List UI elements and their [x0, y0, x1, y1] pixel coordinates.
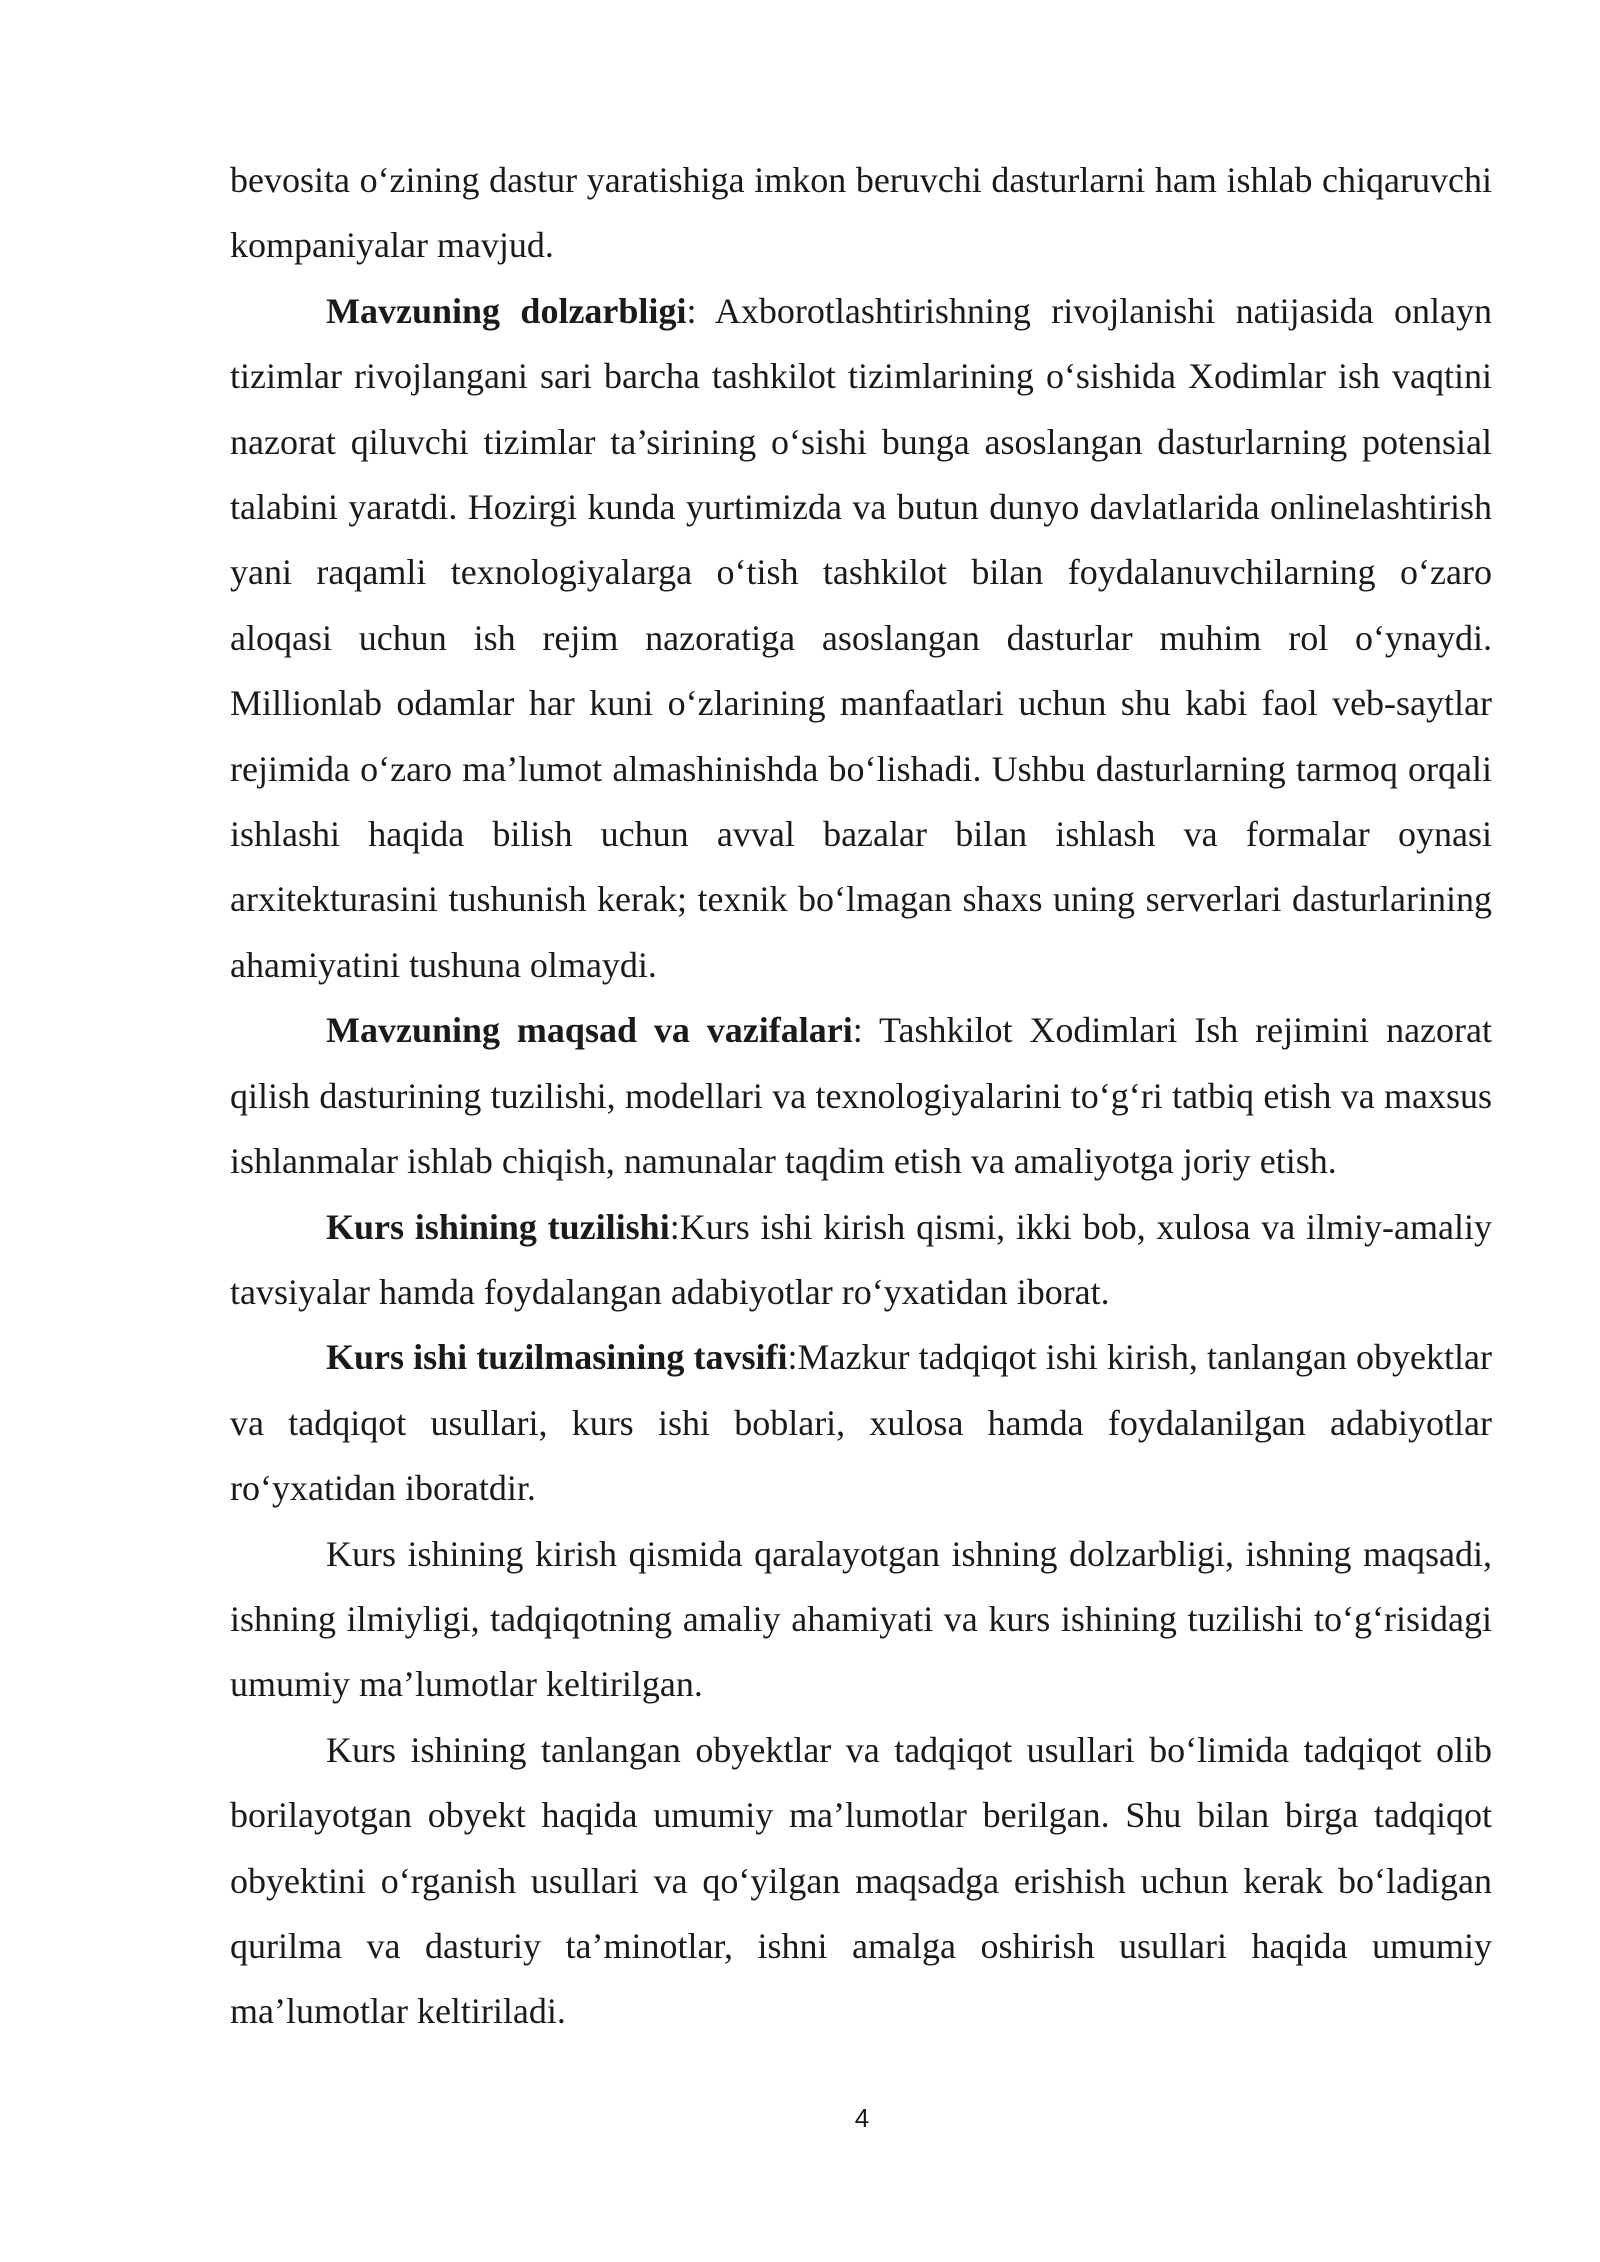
paragraph-text: Kurs ishining kirish qismida qaralayotgan ishning dolzarbligi, ishning maqsadi, ishning ilmiyligi, tadqiqotning amaliy ahamiyati va kurs ishining tuzilishi to‘g‘risidagi umumiy ma’lumotlar keltirilgan. [230, 1533, 1492, 1705]
paragraph-heading: Kurs ishi tuzilmasining tavsifi [326, 1337, 788, 1378]
paragraph-continuation [230, 148, 1492, 279]
paragraph-text: : Tashkilot Xodimlari Ish rejimini nazorat qilish dasturining tuzilishi, modellari va texnologiyalarini to‘g‘ri tatbiq etish va maxsus ishlanmalar ishlab chiqish, namunalar taqdim etish va amaliyotga joriy etish. [230, 1010, 1492, 1182]
paragraph-relevance [230, 279, 1492, 998]
document-body [230, 148, 1492, 2045]
paragraph-methods [230, 1718, 1492, 2045]
paragraph-text: : Axborotlashtirishning rivojlanishi natijasida onlayn tizimlar rivojlangani sari barcha tashkilot tizimlarining o‘sishida Xodimlar ish vaqtini nazorat qiluvchi tizimlar ta’sirining o‘sishi bunga asoslangan dasturlarning potensial talabini yaratdi. Hozirgi kunda yurtimizda va butun dunyo davlatlarida onlinelashtirish yani raqamli texnologiyalarga o‘tish tashkilot bilan foydalanuvchilarning o‘zaro aloqasi uchun ish rejim nazoratiga asoslangan dasturlar muhim rol o‘ynaydi. Millionlab odamlar har kuni o‘zlarining manfaatlari uchun shu kabi faol veb-saytlar rejimida o‘zaro ma’lumot almashinishda bo‘lishadi. Ushbu dasturlarning tarmoq orqali ishlashi haqida bilish uchun avval bazalar bilan ishlash va formalar oynasi arxitekturasini tushunish kerak; texnik bo‘lmagan shaxs uning serverlari dasturlarining ahamiyatini tushuna olmaydi. [230, 290, 1493, 985]
paragraph-goals [230, 998, 1492, 1194]
paragraph-text: :Mazkur tadqiqot ishi kirish, tanlangan obyektlar va tadqiqot usullari, kurs ishi boblari, xulosa hamda foydalanilgan adabiyotlar ro‘yxatidan iboratdir. [230, 1337, 1492, 1509]
page-number: 4 [854, 2103, 870, 2133]
paragraph-heading: Mavzuning dolzarbligi [326, 290, 687, 331]
paragraph-structure [230, 1195, 1492, 1326]
paragraph-structure-description [230, 1325, 1492, 1521]
paragraph-heading: Kurs ishining tuzilishi [326, 1206, 670, 1247]
paragraph-introduction [230, 1522, 1492, 1718]
paragraph-heading: Mavzuning maqsad va vazifalari [326, 1010, 853, 1051]
paragraph-text: Kurs ishining tanlangan obyektlar va tadqiqot usullari bo‘limida tadqiqot olib borilayotgan obyekt haqida umumiy ma’lumotlar berilgan. Shu bilan birga tadqiqot obyektini o‘rganish usullari va qo‘yilgan maqsadga erishish uchun kerak bo‘ladigan qurilma va dasturiy ta’minotlar, ishni amalga oshirish usullari haqida umumiy ma’lumotlar keltiriladi. [230, 1729, 1492, 2032]
paragraph-text: bevosita o‘zining dastur yaratishiga imkon beruvchi dasturlarni ham ishlab chiqaruvchi kompaniyalar mavjud. [230, 160, 1492, 266]
paragraph-text: :Kurs ishi kirish qismi, ikki bob, xulosa va ilmiy-amaliy tavsiyalar hamda foydalangan adabiyotlar ro‘yxatidan iborat. [230, 1206, 1492, 1312]
